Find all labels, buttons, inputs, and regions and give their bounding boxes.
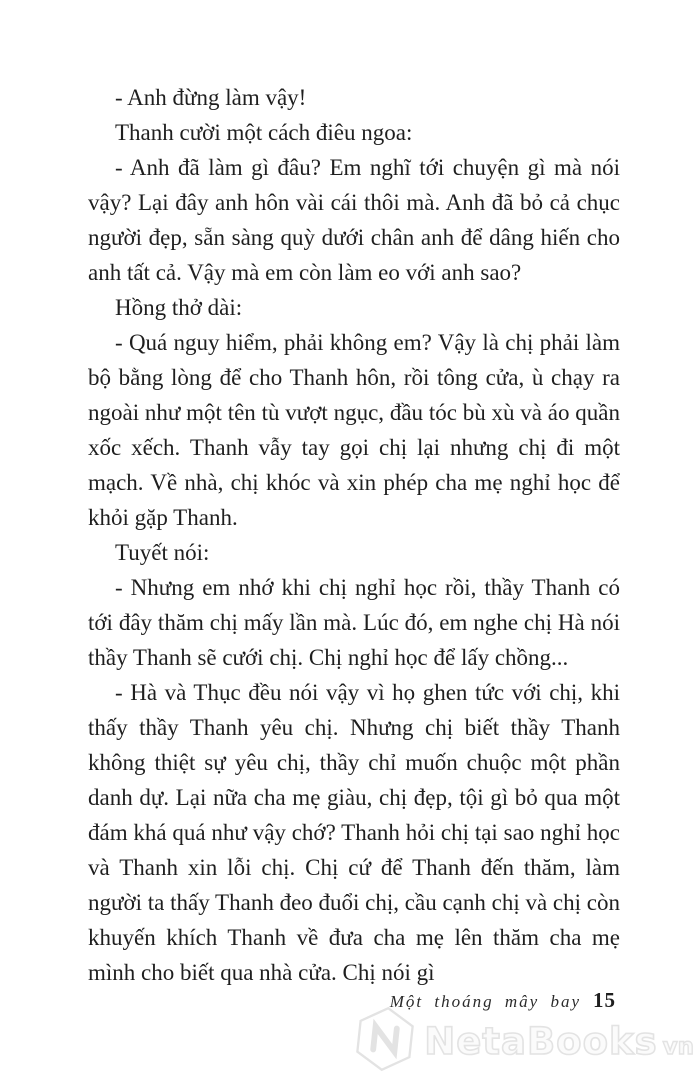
page-number: 15 [593, 988, 616, 1012]
paragraph: - Nhưng em nhớ khi chị nghỉ học rồi, thầy Thanh có tới đây thăm chị mấy lần mà. Lúc đó, em nghe chị Hà nói thầy Thanh sẽ cưới chị. Chị nghỉ học để lấy chồng... [88, 575, 620, 670]
paragraph: Thanh cười một cách điêu ngoa: [115, 120, 413, 145]
paragraph: - Anh đã làm gì đâu? Em nghĩ tới chuyện gì mà nói vậy? Lại đây anh hôn vài cái thôi mà. Anh đã bỏ cả chục người đẹp, sẵn sàng quỳ dưới chân anh để dâng hiến cho anh tất cả. Vậy mà em còn làm eo với anh sao? [88, 155, 620, 285]
running-title: Một thoáng mây bay [389, 992, 581, 1011]
watermark-domain-suffix: vn [662, 1034, 694, 1060]
paragraph: Tuyết nói: [115, 540, 210, 565]
watermark-text [424, 1020, 694, 1063]
body-text [88, 80, 620, 990]
watermark-brand-text: NetaBooks [424, 1020, 658, 1063]
netabooks-hexagon-n-icon [354, 1005, 416, 1078]
page-footer [390, 988, 616, 1013]
paragraph: - Quá nguy hiểm, phải không em? Vậy là chị phải làm bộ bằng lòng để cho Thanh hôn, rồi tông cửa, ù chạy ra ngoài như một tên tù vượt ngục, đầu tóc bù xù và áo quần xốc xếch. Thanh vẫy tay gọi chị lại nhưng chị đi một mạch. Về nhà, chị khóc và xin phép cha mẹ nghỉ học để khỏi gặp Thanh. [88, 330, 620, 530]
paragraph: Hồng thở dài: [115, 295, 243, 320]
paragraph: - Hà và Thục đều nói vậy vì họ ghen tức với chị, khi thấy thầy Thanh yêu chị. Nhưng chị biết thầy Thanh không thiệt sự yêu chị, thầy chỉ muốn chuộc một phần danh dự. Lại nữa cha mẹ giàu, chị đẹp, tội gì bỏ qua một đám khá quá như vậy chớ? Thanh hỏi chị tại sao nghỉ học và Thanh xin lỗi chị. Chị cứ để Thanh đến thăm, làm người ta thấy Thanh đeo đuổi chị, cầu cạnh chị và chị còn khuyến khích Thanh về đưa cha mẹ lên thăm cha mẹ mình cho biết qua nhà cửa. Chị nói gì [88, 680, 620, 985]
paragraph: - Anh đừng làm vậy! [115, 85, 307, 110]
netabooks-watermark [354, 1005, 694, 1078]
